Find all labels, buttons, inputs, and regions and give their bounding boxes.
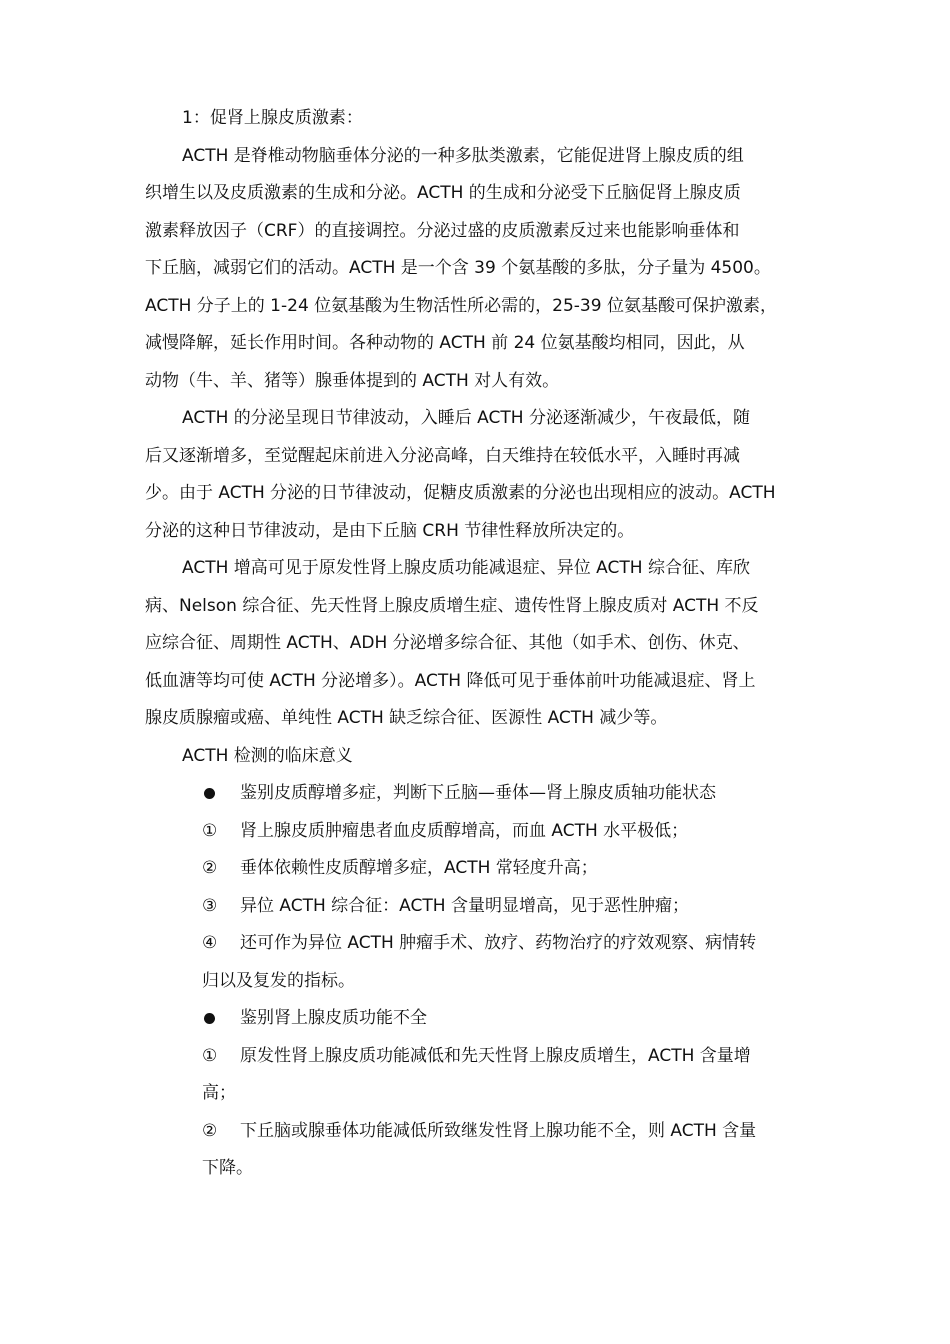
list-item-text: 原发性肾上腺皮质功能减低和先天性肾上腺皮质增生，ACTH 含量增 <box>240 1045 751 1066</box>
paragraph-line: 腺皮质腺瘤或癌、单纯性 ACTH 缺乏综合征、医源性 ACTH 减少等。 <box>145 708 668 728</box>
paragraph-line: 病、Nelson 综合征、先天性肾上腺皮质增生症、遗传性肾上腺皮质对 ACTH 不反 <box>145 595 759 616</box>
list-item-text: 鉴别肾上腺皮质功能不全 <box>240 1008 427 1028</box>
list-item <box>145 850 810 888</box>
list-marker: ① <box>202 1045 218 1066</box>
section-title: ACTH 检测的临床意义 <box>182 745 353 766</box>
paragraph-line: 下丘脑，减弱它们的活动。ACTH 是一个含 39 个氨基酸的多肽，分子量为 4500。 <box>145 258 771 278</box>
list-item-text: 肾上腺皮质肿瘤患者血皮质醇增高，而血 ACTH 水平极低； <box>240 820 689 841</box>
paragraph-line: ACTH 的分泌呈现日节律波动，入睡后 ACTH 分泌逐渐减少，午夜最低，随 <box>182 408 750 428</box>
list-item <box>145 1000 810 1038</box>
list-marker: ③ <box>202 895 218 916</box>
bullet-icon <box>202 1000 240 1038</box>
heading: 1：促肾上腺皮质激素： <box>182 108 363 128</box>
paragraph-2 <box>145 400 810 550</box>
list-item-continuation: 下降。 <box>202 1158 253 1178</box>
paragraph-line: ACTH 增高可见于原发性肾上腺皮质功能减退症、异位 ACTH 综合征、库欣 <box>182 558 750 578</box>
list-marker: ② <box>202 1120 218 1141</box>
paragraph-line: ACTH 分子上的 1-24 位氨基酸为生物活性所必需的，25-39 位氨基酸可保护激素， <box>145 295 777 316</box>
list-item-continuation: 归以及复发的指标。 <box>202 970 355 991</box>
list-marker: ② <box>202 858 218 878</box>
list-item-text: 下丘脑或腺垂体功能减低所致继发性肾上腺功能不全，则 ACTH 含量 <box>240 1120 757 1141</box>
list-item-text: 还可作为异位 ACTH 肿瘤手术、放疗、药物治疗的疗效观察、病情转 <box>240 933 757 953</box>
clinical-significance-list <box>145 775 810 1188</box>
paragraph-line: 分泌的这种日节律波动，是由下丘脑 CRH 节律性释放所决定的。 <box>145 520 635 541</box>
paragraph-line: 低血溏等均可使 ACTH 分泌增多）。ACTH 降低可见于垂体前叶功能减退症、肾上 <box>145 670 756 691</box>
paragraph-line: 织增生以及皮质激素的生成和分泌。ACTH 的生成和分泌受下丘脑促肾上腺皮质 <box>145 183 741 203</box>
list-item-continuation: 高； <box>202 1083 236 1103</box>
list-item <box>145 1038 810 1076</box>
paragraph-3 <box>145 550 810 738</box>
list-item-text: 异位 ACTH 综合征：ACTH 含量明显增高，见于恶性肿瘤； <box>240 895 689 916</box>
paragraph-line: ACTH 是脊椎动物脑垂体分泌的一种多肽类激素，它能促进肾上腺皮质的组 <box>182 145 744 166</box>
document-page <box>145 100 810 1188</box>
list-marker: ④ <box>202 933 218 953</box>
paragraph-line: 减慢降解，延长作用时间。各种动物的 ACTH 前 24 位氨基酸均相同，因此，从 <box>145 333 745 353</box>
paragraph-line: 动物（牛、羊、猪等）腺垂体提到的 ACTH 对人有效。 <box>145 370 560 391</box>
paragraph-1 <box>145 138 810 401</box>
list-item <box>145 888 810 926</box>
paragraph-line: 激素释放因子（CRF）的直接调控。分泌过盛的皮质激素反过来也能影响垂体和 <box>145 220 740 241</box>
paragraph-line: 少。由于 ACTH 分泌的日节律波动，促糖皮质激素的分泌也出现相应的波动。ACTH <box>145 483 776 503</box>
paragraph-line: 后又逐渐增多，至觉醒起床前进入分泌高峰，白天维持在较低水平，入睡时再减 <box>145 445 740 466</box>
list-item-text: 鉴别皮质醇增多症，判断下丘脑—垂体—肾上腺皮质轴功能状态 <box>240 783 716 803</box>
list-item-text: 垂体依赖性皮质醇增多症，ACTH 常轻度升高； <box>240 858 598 878</box>
list-item <box>145 1113 810 1151</box>
list-item <box>145 925 810 963</box>
list-item <box>145 813 810 851</box>
paragraph-line: 应综合征、周期性 ACTH、ADH 分泌增多综合征、其他（如手术、创伤、休克、 <box>145 633 750 653</box>
bullet-icon <box>202 775 240 813</box>
list-marker: ① <box>202 820 218 841</box>
list-item <box>145 775 810 813</box>
